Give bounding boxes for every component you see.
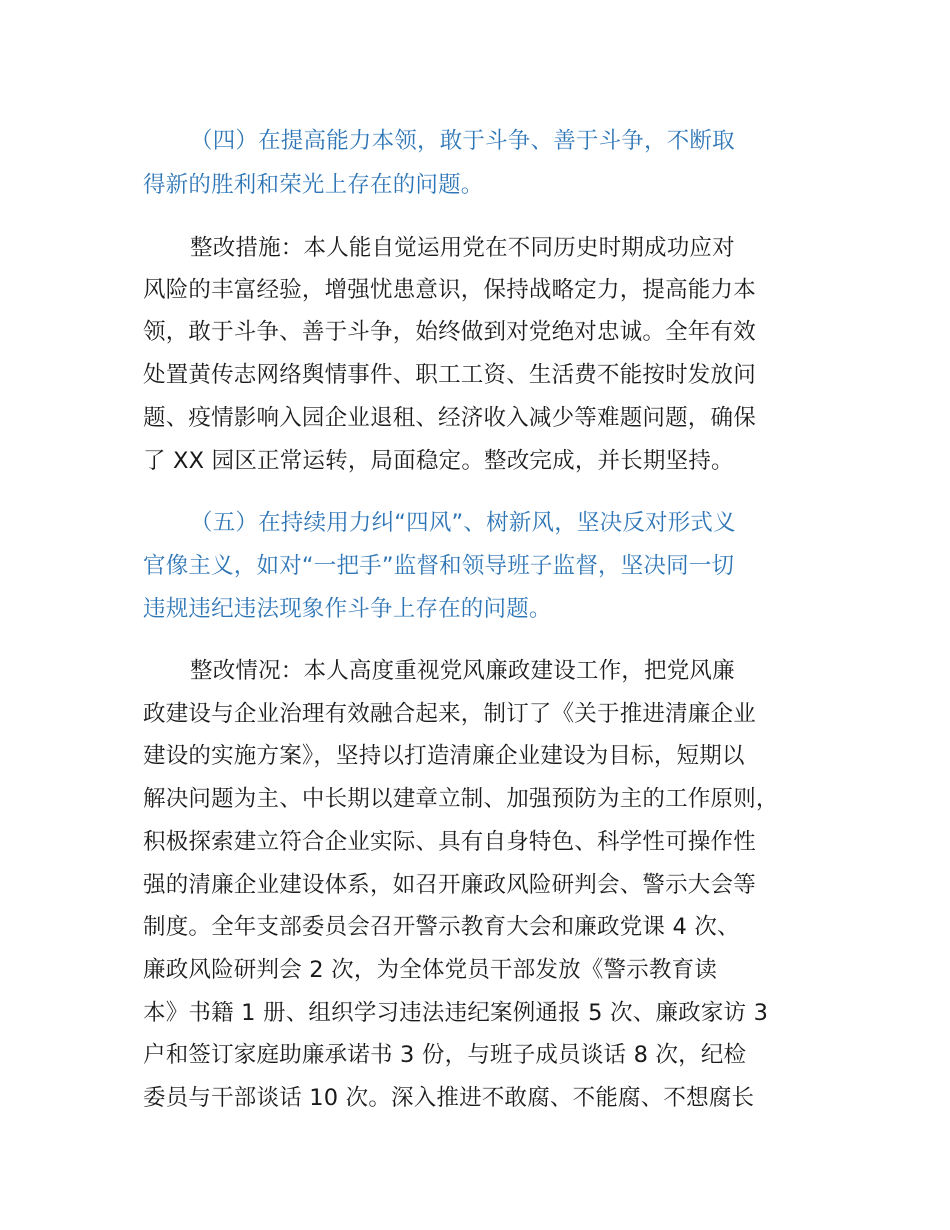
heading-line: （五）在持续用力纠“四风”、树新风，坚决反对形式义 (190, 510, 736, 536)
body-line: 整改措施：本人能自觉运用党在不同历史时期成功应对 (190, 235, 735, 261)
body-line: 风险的丰富经验，增强忧患意识，保持战略定力，提高能力本 (143, 277, 756, 303)
heading-line: （四）在提高能力本领，敢于斗争、善于斗争，不断取 (190, 128, 735, 154)
body-line: 制度。全年支部委员会召开警示教育大会和廉政党课 4 次、 (143, 914, 740, 940)
body-line: 领，敢于斗争、善于斗争，始终做到对党绝对忠诚。全年有效 (143, 319, 756, 345)
heading-line: 得新的胜利和荣光上存在的问题。 (143, 172, 484, 198)
body-line: 整改情况：本人高度重视党风廉政建设工作，把党风廉 (190, 658, 735, 684)
body-line: 处置黄传志网络舆情事件、职工工资、生活费不能按时发放问 (143, 362, 756, 388)
body-line: 廉政风险研判会 2 次，为全体党员干部发放《警示教育读 (143, 957, 718, 983)
body-line: 户和签订家庭助廉承诺书 3 份，与班子成员谈话 8 次，纪检 (143, 1042, 747, 1068)
heading-line: 违规违纪违法现象作斗争上存在的问题。 (143, 596, 552, 622)
body-line: 题、疫情影响入园企业退租、经济收入减少等难题问题，确保 (143, 405, 756, 431)
body-line: 积极探索建立符合企业实际、具有自身特色、科学性可操作性 (143, 829, 756, 855)
body-line: 了 XX 园区正常运转，局面稳定。整改完成，并长期坚持。 (143, 448, 734, 474)
body-line: 本》书籍 1 册、组织学习违法违纪案例通报 5 次、廉政家访 3 (143, 1000, 769, 1026)
heading-line: 官像主义，如对“一把手”监督和领导班子监督，坚决同一切 (143, 553, 735, 579)
body-line: 建设的实施方案》，坚持以打造清廉企业建设为目标，短期以 (143, 743, 745, 769)
body-line: 解决问题为主、中长期以建章立制、加强预防为主的工作原则， (143, 786, 779, 812)
body-line: 强的清廉企业建设体系，如召开廉政风险研判会、警示大会等 (143, 872, 756, 898)
body-line: 委员与干部谈话 10 次。深入推进不敢腐、不能腐、不想腐长 (143, 1085, 755, 1111)
body-line: 政建设与企业治理有效融合起来，制订了《关于推进清廉企业 (143, 701, 756, 727)
